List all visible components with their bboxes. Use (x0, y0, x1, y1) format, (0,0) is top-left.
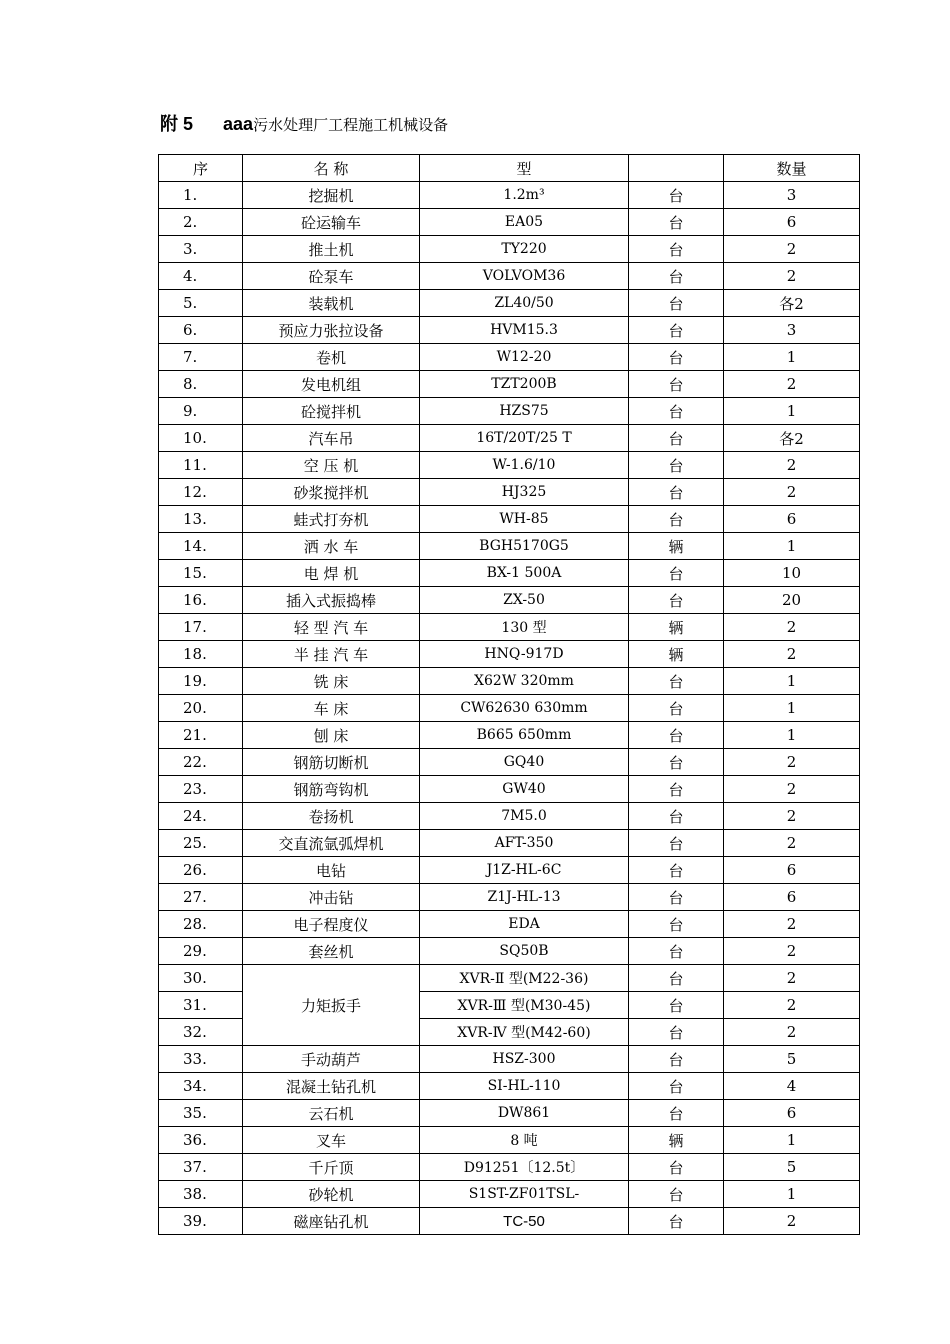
cell-unit: 台 (629, 749, 724, 776)
equipment-table (158, 154, 860, 1235)
cell-unit: 辆 (629, 533, 724, 560)
cell-model: HSZ-300 (420, 1046, 629, 1073)
cell-no: 6. (159, 317, 243, 344)
cell-unit: 台 (629, 1019, 724, 1046)
cell-name: 套丝机 (243, 938, 420, 965)
document-title (160, 110, 448, 136)
cell-no: 8. (159, 371, 243, 398)
title-prefix: 附 5 (160, 114, 194, 134)
cell-qty: 3 (724, 182, 860, 209)
cell-unit: 台 (629, 695, 724, 722)
cell-qty: 1 (724, 398, 860, 425)
cell-model: X62W 320mm (420, 668, 629, 695)
cell-no: 13. (159, 506, 243, 533)
cell-name: 磁座钻孔机 (243, 1208, 420, 1235)
cell-unit: 台 (629, 587, 724, 614)
cell-qty: 20 (724, 587, 860, 614)
cell-qty: 6 (724, 857, 860, 884)
header-name: 名 称 (243, 155, 420, 182)
cell-qty: 2 (724, 965, 860, 992)
table-row (159, 776, 860, 803)
cell-no: 14. (159, 533, 243, 560)
cell-unit: 台 (629, 884, 724, 911)
cell-model: SI-HL-110 (420, 1073, 629, 1100)
cell-model: Z1J-HL-13 (420, 884, 629, 911)
cell-unit: 台 (629, 425, 724, 452)
cell-name: 砼运输车 (243, 209, 420, 236)
cell-unit: 台 (629, 722, 724, 749)
cell-no: 17. (159, 614, 243, 641)
table-row (159, 452, 860, 479)
table-row (159, 938, 860, 965)
table-row (159, 1208, 860, 1235)
cell-model: HZS75 (420, 398, 629, 425)
cell-unit: 台 (629, 1100, 724, 1127)
table-body (159, 182, 860, 1235)
table-row (159, 236, 860, 263)
cell-qty: 2 (724, 938, 860, 965)
cell-unit: 台 (629, 317, 724, 344)
cell-unit: 台 (629, 668, 724, 695)
cell-name: 交直流氩弧焊机 (243, 830, 420, 857)
cell-name: 挖掘机 (243, 182, 420, 209)
cell-no: 1. (159, 182, 243, 209)
cell-qty: 6 (724, 506, 860, 533)
cell-name: 砼搅拌机 (243, 398, 420, 425)
table-row (159, 614, 860, 641)
cell-qty: 2 (724, 749, 860, 776)
cell-qty: 2 (724, 1208, 860, 1235)
cell-unit: 台 (629, 290, 724, 317)
cell-unit: 台 (629, 1208, 724, 1235)
cell-no: 35. (159, 1100, 243, 1127)
cell-model: XVR-Ⅳ 型(M42-60) (420, 1019, 629, 1046)
table-row (159, 695, 860, 722)
table-row (159, 317, 860, 344)
cell-qty: 5 (724, 1046, 860, 1073)
cell-model: 8 吨 (420, 1127, 629, 1154)
cell-name: 力矩扳手 (243, 965, 420, 1046)
cell-model: BGH5170G5 (420, 533, 629, 560)
table-row (159, 344, 860, 371)
title-org: aaa (223, 114, 254, 134)
cell-model: GW40 (420, 776, 629, 803)
table-row (159, 1181, 860, 1208)
cell-model: CW62630 630mm (420, 695, 629, 722)
cell-unit: 辆 (629, 641, 724, 668)
cell-unit: 台 (629, 992, 724, 1019)
cell-no: 2. (159, 209, 243, 236)
cell-name: 轻 型 汽 车 (243, 614, 420, 641)
cell-qty: 2 (724, 776, 860, 803)
cell-model: GQ40 (420, 749, 629, 776)
cell-no: 15. (159, 560, 243, 587)
cell-unit: 台 (629, 857, 724, 884)
cell-name: 卷机 (243, 344, 420, 371)
cell-qty: 5 (724, 1154, 860, 1181)
cell-model: J1Z-HL-6C (420, 857, 629, 884)
table-row (159, 209, 860, 236)
cell-model: B665 650mm (420, 722, 629, 749)
cell-no: 31. (159, 992, 243, 1019)
header-unit (629, 155, 724, 182)
cell-name: 卷扬机 (243, 803, 420, 830)
cell-model: W-1.6/10 (420, 452, 629, 479)
cell-unit: 台 (629, 938, 724, 965)
cell-unit: 台 (629, 452, 724, 479)
cell-name: 汽车吊 (243, 425, 420, 452)
table-row (159, 1046, 860, 1073)
cell-qty: 2 (724, 641, 860, 668)
cell-no: 4. (159, 263, 243, 290)
cell-name: 叉车 (243, 1127, 420, 1154)
cell-name: 电 焊 机 (243, 560, 420, 587)
table-row (159, 1073, 860, 1100)
table-row (159, 722, 860, 749)
cell-name: 车 床 (243, 695, 420, 722)
cell-no: 12. (159, 479, 243, 506)
cell-model: 1.2m³ (420, 182, 629, 209)
table-row (159, 1154, 860, 1181)
cell-model: HVM15.3 (420, 317, 629, 344)
cell-qty: 1 (724, 533, 860, 560)
cell-name: 推土机 (243, 236, 420, 263)
cell-model: 7M5.0 (420, 803, 629, 830)
cell-no: 22. (159, 749, 243, 776)
cell-name: 预应力张拉设备 (243, 317, 420, 344)
cell-model: EA05 (420, 209, 629, 236)
cell-model: 16T/20T/25 T (420, 425, 629, 452)
cell-no: 37. (159, 1154, 243, 1181)
cell-no: 33. (159, 1046, 243, 1073)
cell-name: 砂浆搅拌机 (243, 479, 420, 506)
table-row (159, 506, 860, 533)
table-row (159, 668, 860, 695)
cell-model: TC-50 (420, 1208, 629, 1235)
cell-name: 洒 水 车 (243, 533, 420, 560)
cell-qty: 1 (724, 668, 860, 695)
cell-no: 23. (159, 776, 243, 803)
cell-name: 铣 床 (243, 668, 420, 695)
cell-qty: 10 (724, 560, 860, 587)
cell-unit: 台 (629, 398, 724, 425)
cell-model: TY220 (420, 236, 629, 263)
cell-qty: 6 (724, 209, 860, 236)
cell-name: 刨 床 (243, 722, 420, 749)
cell-model: VOLVOM36 (420, 263, 629, 290)
cell-qty: 6 (724, 884, 860, 911)
cell-name: 蛙式打夯机 (243, 506, 420, 533)
cell-qty: 2 (724, 452, 860, 479)
cell-qty: 1 (724, 722, 860, 749)
cell-model: DW861 (420, 1100, 629, 1127)
cell-no: 21. (159, 722, 243, 749)
cell-no: 9. (159, 398, 243, 425)
cell-model: XVR-Ⅲ 型(M30-45) (420, 992, 629, 1019)
cell-qty: 2 (724, 830, 860, 857)
cell-qty: 3 (724, 317, 860, 344)
cell-qty: 1 (724, 695, 860, 722)
cell-name: 发电机组 (243, 371, 420, 398)
cell-model: D91251〔12.5t〕 (420, 1154, 629, 1181)
cell-model: TZT200B (420, 371, 629, 398)
cell-qty: 2 (724, 911, 860, 938)
cell-no: 38. (159, 1181, 243, 1208)
cell-qty: 2 (724, 1019, 860, 1046)
cell-name: 钢筋弯钩机 (243, 776, 420, 803)
cell-no: 32. (159, 1019, 243, 1046)
cell-no: 34. (159, 1073, 243, 1100)
cell-model: EDA (420, 911, 629, 938)
table-row (159, 479, 860, 506)
cell-unit: 台 (629, 371, 724, 398)
cell-model: AFT-350 (420, 830, 629, 857)
cell-unit: 辆 (629, 614, 724, 641)
cell-qty: 6 (724, 1100, 860, 1127)
cell-unit: 台 (629, 506, 724, 533)
cell-no: 25. (159, 830, 243, 857)
cell-no: 39. (159, 1208, 243, 1235)
cell-no: 10. (159, 425, 243, 452)
cell-name: 装载机 (243, 290, 420, 317)
table-row (159, 587, 860, 614)
cell-qty: 各2 (724, 425, 860, 452)
table-row (159, 533, 860, 560)
cell-name: 空 压 机 (243, 452, 420, 479)
cell-name: 云石机 (243, 1100, 420, 1127)
table-row (159, 830, 860, 857)
table-row (159, 182, 860, 209)
cell-unit: 辆 (629, 1127, 724, 1154)
cell-no: 7. (159, 344, 243, 371)
cell-name: 插入式振捣棒 (243, 587, 420, 614)
cell-unit: 台 (629, 1181, 724, 1208)
cell-model: S1ST-ZF01TSL- (420, 1181, 629, 1208)
cell-name: 电钻 (243, 857, 420, 884)
cell-model: SQ50B (420, 938, 629, 965)
table-row (159, 371, 860, 398)
table-row (159, 1127, 860, 1154)
cell-name: 冲击钻 (243, 884, 420, 911)
cell-model: HNQ-917D (420, 641, 629, 668)
cell-unit: 台 (629, 776, 724, 803)
table-row (159, 803, 860, 830)
table-row (159, 965, 860, 992)
table-row (159, 884, 860, 911)
table-row (159, 641, 860, 668)
table-row (159, 398, 860, 425)
cell-unit: 台 (629, 1073, 724, 1100)
cell-no: 28. (159, 911, 243, 938)
cell-name: 电子程度仪 (243, 911, 420, 938)
cell-no: 26. (159, 857, 243, 884)
table-row (159, 911, 860, 938)
cell-model: 130 型 (420, 614, 629, 641)
cell-unit: 台 (629, 1154, 724, 1181)
cell-name: 手动葫芦 (243, 1046, 420, 1073)
table-row (159, 425, 860, 452)
cell-qty: 2 (724, 236, 860, 263)
cell-unit: 台 (629, 830, 724, 857)
cell-model: XVR-Ⅱ 型(M22-36) (420, 965, 629, 992)
cell-qty: 2 (724, 614, 860, 641)
cell-unit: 台 (629, 965, 724, 992)
cell-no: 20. (159, 695, 243, 722)
cell-qty: 1 (724, 1181, 860, 1208)
cell-qty: 1 (724, 344, 860, 371)
cell-unit: 台 (629, 236, 724, 263)
cell-name: 混凝土钻孔机 (243, 1073, 420, 1100)
cell-name: 千斤顶 (243, 1154, 420, 1181)
cell-no: 3. (159, 236, 243, 263)
cell-unit: 台 (629, 182, 724, 209)
cell-qty: 2 (724, 263, 860, 290)
cell-qty: 1 (724, 1127, 860, 1154)
cell-unit: 台 (629, 1046, 724, 1073)
title-name: 污水处理厂工程施工机械设备 (253, 116, 449, 134)
header-model: 型 (420, 155, 629, 182)
cell-no: 36. (159, 1127, 243, 1154)
cell-model: HJ325 (420, 479, 629, 506)
cell-name: 钢筋切断机 (243, 749, 420, 776)
cell-no: 29. (159, 938, 243, 965)
cell-qty: 4 (724, 1073, 860, 1100)
table-row (159, 1100, 860, 1127)
cell-model: W12-20 (420, 344, 629, 371)
cell-unit: 台 (629, 911, 724, 938)
cell-model: BX-1 500A (420, 560, 629, 587)
cell-no: 5. (159, 290, 243, 317)
table-row (159, 560, 860, 587)
cell-qty: 各2 (724, 290, 860, 317)
cell-no: 11. (159, 452, 243, 479)
table-row (159, 263, 860, 290)
table-header-row (159, 155, 860, 182)
cell-model: WH-85 (420, 506, 629, 533)
header-qty: 数量 (724, 155, 860, 182)
header-no: 序 (159, 155, 243, 182)
cell-no: 24. (159, 803, 243, 830)
cell-model: ZX-50 (420, 587, 629, 614)
cell-name: 砼泵车 (243, 263, 420, 290)
cell-qty: 2 (724, 803, 860, 830)
cell-name: 半 挂 汽 车 (243, 641, 420, 668)
cell-qty: 2 (724, 371, 860, 398)
cell-no: 18. (159, 641, 243, 668)
cell-qty: 2 (724, 992, 860, 1019)
cell-no: 16. (159, 587, 243, 614)
cell-unit: 台 (629, 209, 724, 236)
table-row (159, 749, 860, 776)
cell-unit: 台 (629, 344, 724, 371)
cell-unit: 台 (629, 479, 724, 506)
cell-no: 19. (159, 668, 243, 695)
table-row (159, 857, 860, 884)
cell-no: 27. (159, 884, 243, 911)
table-row (159, 290, 860, 317)
cell-unit: 台 (629, 263, 724, 290)
cell-model: ZL40/50 (420, 290, 629, 317)
cell-unit: 台 (629, 560, 724, 587)
cell-name: 砂轮机 (243, 1181, 420, 1208)
cell-unit: 台 (629, 803, 724, 830)
cell-no: 30. (159, 965, 243, 992)
cell-qty: 2 (724, 479, 860, 506)
